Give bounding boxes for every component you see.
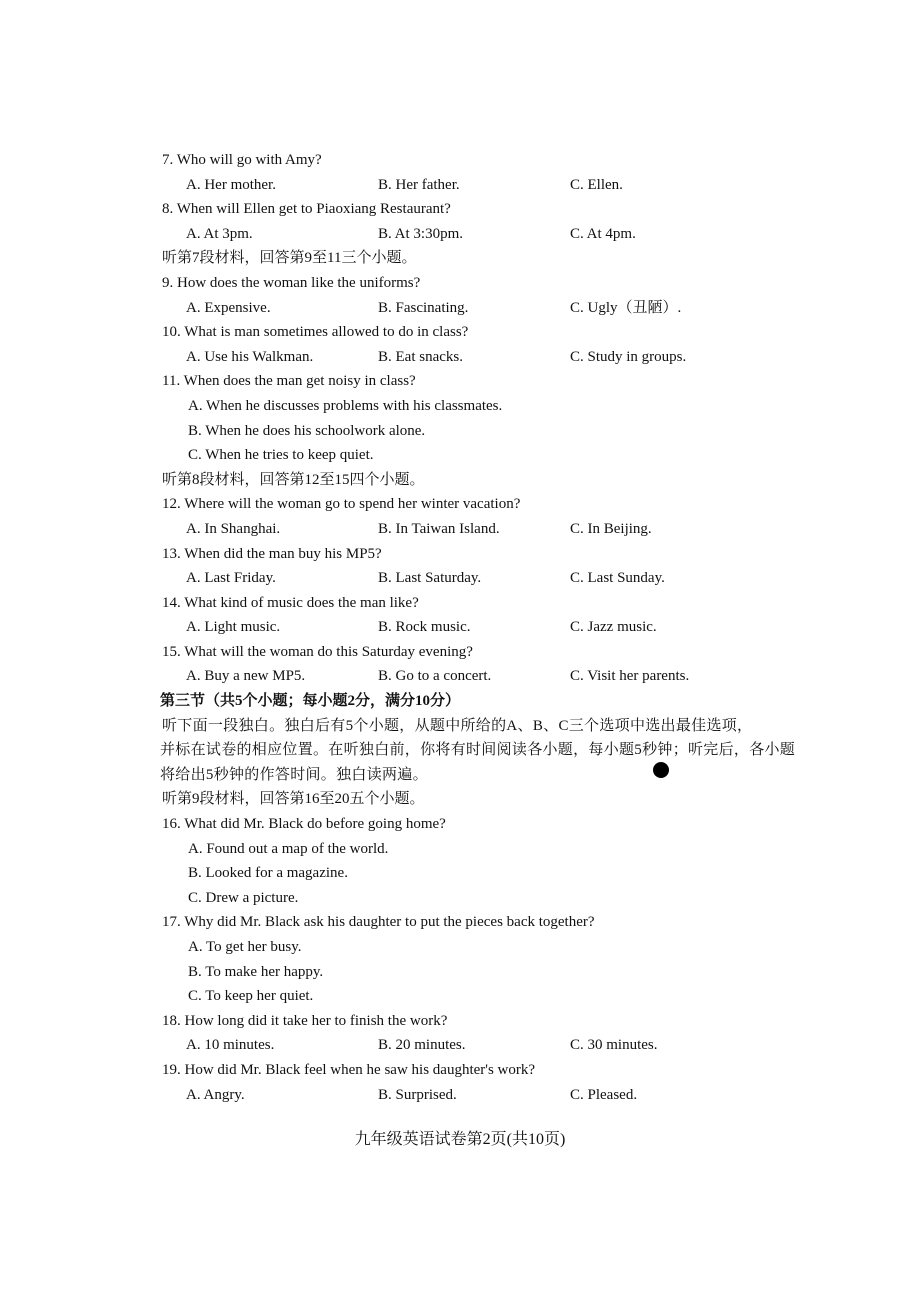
answer-options-row — [160, 296, 780, 321]
question: 9. How does the woman like the uniforms? — [162, 274, 421, 291]
answer-option: B. In Taiwan Island. — [378, 520, 500, 537]
answer-option: A. When he discusses problems with his classmates. — [188, 397, 503, 414]
answer-option: B. Looked for a magazine. — [188, 865, 348, 882]
answer-options-row — [160, 173, 780, 198]
section-heading: 第三节（共5个小题；每小题2分，满分10分） — [160, 693, 461, 710]
exam-page-content — [160, 148, 796, 1107]
answer-options-row — [160, 1033, 780, 1058]
answer-option: A. At 3pm. — [186, 225, 253, 242]
question: 16. What did Mr. Black do before going home? — [162, 816, 446, 833]
answer-option: B. Fascinating. — [378, 299, 469, 316]
question: 8. When will Ellen get to Piaoxiang Restaurant? — [162, 201, 451, 218]
page-footer: 九年级英语试卷第2页(共10页) — [354, 1131, 566, 1148]
answer-option: A. Found out a map of the world. — [188, 840, 389, 857]
answer-option: B. Surprised. — [378, 1086, 457, 1103]
section-instruction: 听第8段材料，回答第12至15四个小题。 — [162, 471, 425, 488]
instruction-paragraph-line: 听下面一段独白。独白后有5个小题，从题中所给的A、B、C三个选项中选出最佳选项， — [162, 717, 753, 734]
answer-option: B. 20 minutes. — [378, 1037, 466, 1054]
answer-option: C. Visit her parents. — [570, 668, 690, 685]
answer-option: C. Jazz music. — [570, 619, 657, 636]
answer-option: A. Use his Walkman. — [186, 348, 314, 365]
answer-option: C. Pleased. — [570, 1086, 638, 1103]
answer-option: C. To keep her quiet. — [188, 988, 314, 1005]
answer-option: B. At 3:30pm. — [378, 225, 464, 242]
answer-option: B. To make her happy. — [188, 963, 324, 980]
ink-blot — [653, 762, 669, 778]
answer-options-row — [160, 566, 780, 591]
answer-option: C. When he tries to keep quiet. — [188, 447, 374, 464]
answer-option: A. Her mother. — [186, 176, 276, 193]
answer-option: A. Light music. — [186, 619, 281, 636]
instruction-paragraph-line: 并标在试卷的相应位置。在听独白前，你将有时间阅读各小题，每小题5秒钟；听完后，各小题 — [160, 742, 796, 759]
question: 15. What will the woman do this Saturday evening? — [162, 643, 473, 660]
answer-option: C. In Beijing. — [570, 520, 652, 537]
section-instruction: 听第9段材料，回答第16至20五个小题。 — [162, 791, 425, 808]
answer-option: A. In Shanghai. — [186, 520, 281, 537]
answer-options-row — [160, 222, 780, 247]
answer-options-row — [160, 1083, 780, 1108]
answer-option: A. Expensive. — [186, 299, 271, 316]
answer-option: A. Last Friday. — [186, 570, 276, 587]
answer-options-row — [160, 517, 780, 542]
question: 17. Why did Mr. Black ask his daughter to put the pieces back together? — [162, 914, 595, 931]
question: 12. Where will the woman go to spend her winter vacation? — [162, 496, 521, 513]
section-instruction: 听第7段材料，回答第9至11三个小题。 — [162, 250, 417, 267]
answer-option: B. Go to a concert. — [378, 668, 492, 685]
answer-option: C. Study in groups. — [570, 348, 687, 365]
question: 10. What is man sometimes allowed to do in class? — [162, 324, 469, 341]
answer-option: A. 10 minutes. — [186, 1037, 275, 1054]
answer-option: C. At 4pm. — [570, 225, 636, 242]
answer-option: A. Buy a new MP5. — [186, 668, 306, 685]
answer-option: B. Her father. — [378, 176, 460, 193]
answer-option: C. 30 minutes. — [570, 1037, 658, 1054]
instruction-paragraph-line: 将给出5秒钟的作答时间。独白读两遍。 — [160, 766, 428, 783]
answer-option: A. Angry. — [186, 1086, 245, 1103]
answer-option: B. Last Saturday. — [378, 570, 482, 587]
answer-option: C. Last Sunday. — [570, 570, 665, 587]
answer-option: C. Ugly（丑陋）. — [570, 299, 682, 316]
answer-option: B. When he does his schoolwork alone. — [188, 422, 426, 439]
answer-option: C. Ellen. — [570, 176, 623, 193]
answer-option: B. Eat snacks. — [378, 348, 463, 365]
question: 18. How long did it take her to finish the work? — [162, 1012, 448, 1029]
answer-option: B. Rock music. — [378, 619, 471, 636]
answer-option: A. To get her busy. — [188, 939, 302, 955]
answer-options-row — [160, 664, 780, 689]
question: 7. Who will go with Amy? — [162, 152, 322, 168]
question: 19. How did Mr. Black feel when he saw his daughter's work? — [162, 1061, 536, 1078]
answer-option: C. Drew a picture. — [188, 889, 299, 906]
question: 14. What kind of music does the man like? — [162, 594, 419, 611]
answer-options-row — [160, 615, 780, 640]
question: 11. When does the man get noisy in class? — [162, 373, 416, 390]
answer-options-row — [160, 345, 780, 370]
question: 13. When did the man buy his MP5? — [162, 545, 382, 562]
